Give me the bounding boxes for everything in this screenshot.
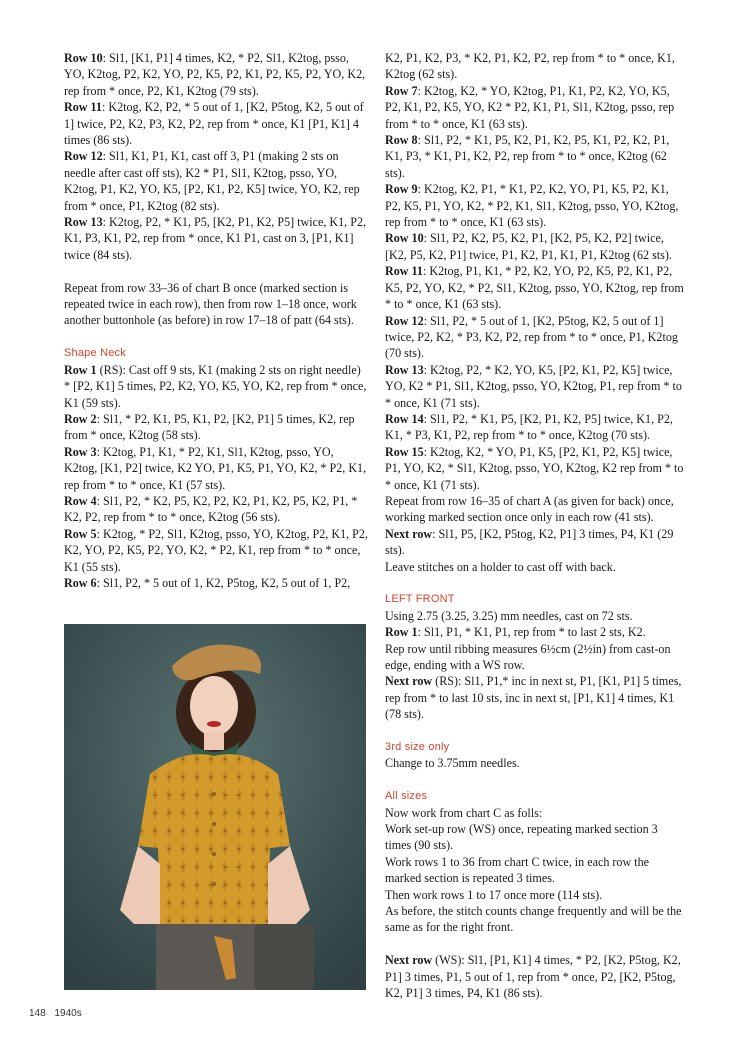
instruction-text: : Sl1, P5, [K2, P5tog, K2, P1] 3 times, P4, K1 (29 sts).: [385, 526, 674, 558]
row-label: Row 13: [385, 362, 424, 377]
row-label: Row 1: [64, 362, 97, 377]
instruction-paragraph: [385, 755, 685, 771]
instruction-text: Then work rows 1 to 17 once more (114 sts).: [385, 887, 603, 902]
right-column: [385, 50, 685, 1002]
instruction-text: : K2tog, K2, * YO, K2tog, P1, K1, P2, K2, YO, K5, P2, K1, P2, K5, YO, K2 * P2, K1, P1, Sl1, K2tog, psso, rep from * to * once, K1 (63 sts).: [385, 83, 675, 131]
instruction-text: Repeat from row 16–35 of chart A (as given for back) once, working marked section once only in each row (41 sts).: [385, 493, 674, 525]
instruction-paragraph: [385, 559, 685, 575]
instruction-paragraph: [64, 99, 369, 148]
instruction-text: (RS): Cast off 9 sts, K1 (making 2 sts on right needle) * [P2, K1] 5 times, P2, K2, YO, K5, YO, K2, rep from * once, K1 (59 sts).: [64, 362, 367, 410]
row-label: Row 9: [385, 182, 418, 197]
section-heading: LEFT FRONT: [385, 593, 455, 606]
instruction-paragraph: [385, 805, 685, 821]
instruction-text: : K2tog, * P2, Sl1, K2tog, psso, YO, K2tog, P2, K1, P2, K2, YO, P2, K5, P2, YO, K2, * P2, K1, rep from * to * once, K1 (55 sts).: [64, 526, 368, 574]
instruction-paragraph: [64, 214, 369, 263]
row-label: Row 11: [385, 264, 423, 279]
row-label: Row 10: [64, 51, 103, 65]
section-heading: 3rd size only: [385, 741, 450, 754]
instruction-paragraph: [385, 887, 685, 903]
instruction-paragraph: [385, 624, 685, 640]
instruction-paragraph: [385, 673, 685, 722]
row-label: Next row: [385, 674, 433, 689]
instruction-paragraph: [64, 50, 369, 99]
page-number: 148: [29, 1008, 46, 1019]
spacer: [385, 936, 685, 952]
instruction-paragraph: [385, 608, 685, 624]
page-footer: [29, 1008, 88, 1019]
spacer: [64, 329, 369, 345]
instruction-text: Work set-up row (WS) once, repeating marked section 3 times (90 sts).: [385, 822, 658, 853]
instruction-paragraph: [385, 263, 685, 312]
spacer: [385, 772, 685, 788]
instruction-paragraph: [385, 362, 685, 411]
row-label: Next row: [385, 953, 433, 968]
instruction-text: : K2tog, P1, K1, * P2, K2, YO, P2, K5, P2, K1, P2, K5, P2, YO, K2, * P2, Sl1, K2tog, psso, YO, K2tog, rep from * to * once, K1 (63 sts).: [385, 264, 684, 312]
instruction-text: Now work from chart C as folls:: [385, 805, 543, 820]
instruction-text: : Sl1, P2, K2, P5, K2, P1, [K2, P5, K2, P2] twice, [K2, P5, K2, P1] twice, P1, K2, P1, K1, P1, K2tog (62 sts).: [385, 231, 672, 262]
instruction-text: (WS): Sl1, [P1, K1] 4 times, * P2, [K2, P5tog, K2, P1] 3 times, P1, 5 out of 1, rep from * once, P2, [K2, P5tog, K2, P1] 3 times, P4, K1 (86 sts).: [385, 953, 681, 1001]
instruction-paragraph: [385, 821, 685, 854]
instruction-paragraph: [64, 362, 369, 411]
instruction-paragraph: [385, 493, 685, 526]
instruction-text: : Sl1, P2, * K2, P5, K2, P2, K2, P1, K2, P5, K2, P1, * K2, P2, rep from * to * once, K2tog (56 sts).: [64, 493, 358, 525]
instruction-text: : K2tog, P2, * K1, P5, [K2, P1, K2, P5] twice, K1, P2, K1, P3, K1, P2, rep from * once, K1 P1, cast on 3, [P1, K1] twice (84 sts).: [64, 215, 367, 262]
instruction-text: As before, the stitch counts change frequently and will be the same as for the right front.: [385, 904, 682, 935]
row-label: Row 5: [64, 526, 97, 541]
row-label: Row 13: [64, 215, 103, 230]
instruction-text: : K2tog, P2, * K2, YO, K5, [P2, K1, P2, K5] twice, YO, K2 * P1, Sl1, K2tog, psso, YO, K2tog, P1, rep from * to * once, K1 (71 sts).: [385, 362, 682, 410]
instruction-text: Change to 3.75mm needles.: [385, 756, 520, 771]
row-label: Row 2: [64, 411, 97, 426]
instruction-text: : Sl1, P2, * 5 out of 1, [K2, P5tog, K2, 5 out of 1] twice, P2, K2, * P3, K2, P2, rep from * to * once, P1, K2tog (70 sts).: [385, 313, 678, 361]
instruction-paragraph: [385, 641, 685, 674]
instruction-paragraph: [64, 148, 369, 214]
row-label: Row 14: [385, 411, 424, 426]
instruction-text: : K2tog, K2, P2, * 5 out of 1, [K2, P5tog, K2, 5 out of 1] twice, P2, K2, P3, K2, P2, rep from * once, K1 [P1, K1] 4 times (86 sts).: [64, 100, 364, 148]
model-illustration: [64, 624, 366, 990]
spacer: [385, 723, 685, 739]
instruction-text: Repeat from row 33–36 of chart B once (marked section is repeated twice in each row), then from row 1–18 once, work another buttonhole (as before) in row 17–18 of patt (64 sts).: [64, 280, 357, 328]
instruction-text: Work rows 1 to 36 from chart C twice, in each row the marked section is repeated 3 times.: [385, 854, 650, 886]
row-label: Row 10: [385, 231, 424, 246]
section-label: 1940s: [54, 1008, 82, 1019]
instruction-paragraph: [385, 83, 685, 132]
instruction-paragraph: [385, 313, 685, 362]
instruction-text: (RS): Sl1, P1,* inc in next st, P1, [K1, P1] 5 times, rep from * to last 10 sts, inc in next st, [P1, K1] 4 times, K1 (78 sts).: [385, 674, 682, 722]
instruction-text: : K2tog, P1, K1, * P2, K1, Sl1, K2tog, psso, YO, K2tog, [K1, P2] twice, K2 YO, P1, K5, P1, YO, K2, * P2, K1, rep from * to * once, K1 (57 sts).: [64, 444, 367, 492]
row-label: Row 8: [385, 133, 418, 148]
instruction-text: Leave stitches on a holder to cast off with back.: [385, 559, 616, 574]
row-label: Row 3: [64, 444, 97, 459]
instruction-paragraph: [64, 493, 369, 526]
instruction-paragraph: [385, 132, 685, 181]
instruction-paragraph: [385, 526, 685, 559]
instruction-paragraph: [385, 181, 685, 230]
instruction-paragraph: [64, 526, 369, 575]
instruction-text: : K2tog, K2, P1, * K1, P2, K2, YO, P1, K5, P2, K1, P2, K5, P1, YO, K2, * P2, K1, Sl1, K2tog, psso, YO, K2tog, rep from * to * once, K1 (63 sts).: [385, 182, 679, 230]
model-photo: [64, 624, 366, 990]
spacer: [385, 575, 685, 591]
row-label: Next row: [385, 526, 433, 541]
instruction-text: : Sl1, K1, P1, K1, cast off 3, P1 (making 2 sts on needle after cast off sts), K2 * P1, Sl1, K2tog, psso, YO, K2tog, P1, K2, YO, K5, [P2, K1, P2, K5] twice, YO, K2, rep from * once, P1, K2tog (82 sts).: [64, 149, 360, 213]
instruction-paragraph: [385, 854, 685, 887]
instruction-paragraph: [385, 952, 685, 1001]
row-label: Row 12: [385, 313, 424, 328]
left-column: [64, 50, 369, 591]
instruction-text: Using 2.75 (3.25, 3.25) mm needles, cast on 72 sts.: [385, 608, 633, 623]
section-heading: Shape Neck: [64, 347, 126, 360]
instruction-text: K2, P1, K2, P3, * K2, P1, K2, P2, rep from * to * once, K1, K2tog (62 sts).: [385, 51, 675, 82]
instruction-text: Rep row until ribbing measures 6½cm (2½in) from cast-on edge, ending with a WS row.: [385, 641, 671, 673]
row-label: Row 11: [64, 100, 102, 115]
instruction-text: : Sl1, P2, * 5 out of 1, K2, P5tog, K2, 5 out of 1, P2,: [96, 575, 351, 590]
instruction-paragraph: [64, 575, 369, 591]
row-label: Row 15: [385, 444, 424, 459]
instruction-paragraph: [385, 230, 685, 263]
row-label: Row 7: [385, 83, 418, 98]
instruction-paragraph: [385, 903, 685, 936]
instruction-text: : Sl1, P2, * K1, P5, [K2, P1, K2, P5] twice, K1, P2, K1, * P3, K1, P2, rep from * to * once, K2tog (70 sts).: [385, 411, 673, 443]
instruction-text: : K2tog, K2, * YO, P1, K5, [P2, K1, P2, K5] twice, P1, YO, K2, * Sl1, K2tog, psso, YO, K2tog, K2 rep from * to * once, K1 (71 sts).: [385, 444, 684, 492]
section-heading: All sizes: [385, 790, 428, 803]
instruction-text: : Sl1, P2, * K1, P5, K2, P1, K2, P5, K1, P2, K2, P1, K1, P3, * K1, P1, K2, P2, rep from * to * once, K2tog (62 sts).: [385, 133, 670, 180]
instruction-paragraph: [385, 50, 685, 83]
row-label: Row 6: [64, 575, 97, 590]
instruction-text: : Sl1, P1, * K1, P1, rep from * to last 2 sts, K2.: [417, 625, 646, 640]
instruction-paragraph: [385, 444, 685, 493]
instruction-paragraph: [64, 444, 369, 493]
instruction-text: : Sl1, * P2, K1, P5, K1, P2, [K2, P1] 5 times, K2, rep from * once, K2tog (58 sts).: [64, 411, 355, 443]
instruction-text: : Sl1, [K1, P1] 4 times, K2, * P2, Sl1, K2tog, psso, YO, K2tog, P2, K2, YO, P2, K5, P2, K1, P2, K5, P2, YO, K2, rep from * once, P2, K1, K2tog (79 sts).: [64, 51, 366, 98]
instruction-paragraph: [64, 280, 369, 329]
row-label: Row 12: [64, 149, 103, 164]
instruction-paragraph: [64, 411, 369, 444]
instruction-paragraph: [385, 411, 685, 444]
row-label: Row 1: [385, 625, 418, 640]
row-label: Row 4: [64, 493, 97, 508]
spacer: [64, 263, 369, 279]
